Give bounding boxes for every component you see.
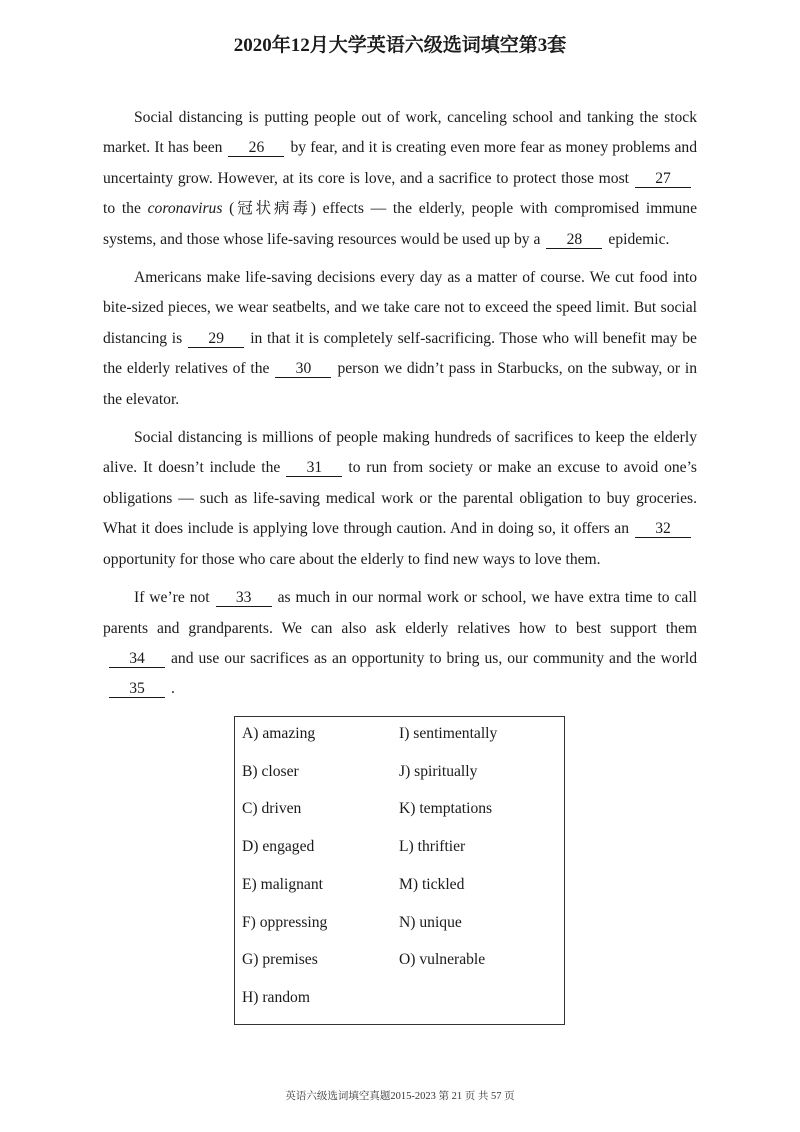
paragraph-text: as much in our normal work or school, we have extra time to call parents and grandparents. We can also ask elderly relatives how to best support them	[103, 589, 698, 637]
paragraph-text: and use our sacrifices as an opportunity to bring us, our community and the world	[171, 649, 697, 667]
blank-28: 28	[546, 231, 602, 249]
blank-32: 32	[635, 520, 691, 538]
paragraph-text: in that it is completely self-sacrificing. Those who will benefit may be the elderly relatives of the	[103, 329, 697, 378]
page-footer: 英语六级选词填空真题2015-2023 第 21 页 共 57 页	[285, 1091, 515, 1102]
word-option: O) vulnerable	[399, 951, 486, 969]
paragraph	[103, 583, 697, 705]
word-option: G) premises	[242, 951, 318, 969]
word-option: C) driven	[242, 800, 302, 818]
paragraph-text: If we’re not	[134, 589, 210, 607]
word-option: A) amazing	[242, 725, 316, 742]
passage	[103, 103, 697, 713]
word-option: E) malignant	[242, 875, 323, 893]
paragraph-text: to the	[103, 200, 148, 218]
paragraph-text: person we didn’t pass in Starbucks, on the subway, or in the elevator.	[103, 360, 697, 408]
blank-34: 34	[109, 650, 165, 668]
blank-30: 30	[275, 360, 331, 378]
word-option: J) spiritually	[399, 762, 478, 780]
word-option: H) random	[242, 988, 310, 1006]
word-option: M) tickled	[399, 875, 465, 893]
blank-33: 33	[216, 589, 272, 607]
paragraph-text: epidemic.	[608, 230, 670, 248]
paragraph	[103, 423, 697, 575]
paragraph-text: opportunity for those who care about the elderly to find new ways to love them.	[103, 550, 601, 568]
blank-27: 27	[635, 170, 691, 188]
word-option: L) thriftier	[399, 838, 466, 856]
word-option: D) engaged	[242, 838, 315, 856]
paragraph-text: (冠状病毒) effects — the elderly, people with compromised immune systems, and those whose life-saving resources would be used up by a	[103, 200, 697, 248]
blank-35: 35	[109, 680, 165, 698]
blank-26: 26	[228, 139, 284, 157]
paragraph-text: Social distancing is putting people out of work, canceling school and tanking the stock market. It has been	[103, 109, 697, 157]
paragraph	[103, 103, 697, 255]
paragraph-text: by fear, and it is creating even more fear as money problems and uncertainty grow. However, at its core is love, and a sacrifice to protect those most	[103, 139, 697, 187]
italic-term: coronavirus	[147, 200, 223, 218]
paragraph-text: Social distancing is millions of people making hundreds of sacrifices to keep the elderly alive. It doesn’t include the	[103, 429, 697, 477]
word-option: F) oppressing	[242, 913, 328, 931]
page-title: 2020年12月大学英语六级选词填空第3套	[233, 35, 567, 56]
word-option: I) sentimentally	[399, 725, 498, 742]
paragraph-text: .	[171, 680, 175, 698]
word-option: K) temptations	[399, 800, 493, 818]
paragraph-text: Americans make life-saving decisions every day as a matter of course. We cut food into bite-sized pieces, we wear seatbelts, and we take care not to exceed the speed limit. But social distancing is	[103, 269, 697, 347]
word-option: B) closer	[242, 762, 299, 780]
paragraph-text: to run from society or make an excuse to avoid one’s obligations — such as life-saving medical work or the parental obligation to buy groceries. What it does include is applying love through caution. And in doing so, it offers an	[103, 459, 697, 538]
word-bank	[234, 716, 565, 1025]
blank-29: 29	[188, 330, 244, 348]
blank-31: 31	[286, 459, 342, 477]
word-option: N) unique	[399, 913, 462, 931]
paragraph	[103, 263, 697, 415]
